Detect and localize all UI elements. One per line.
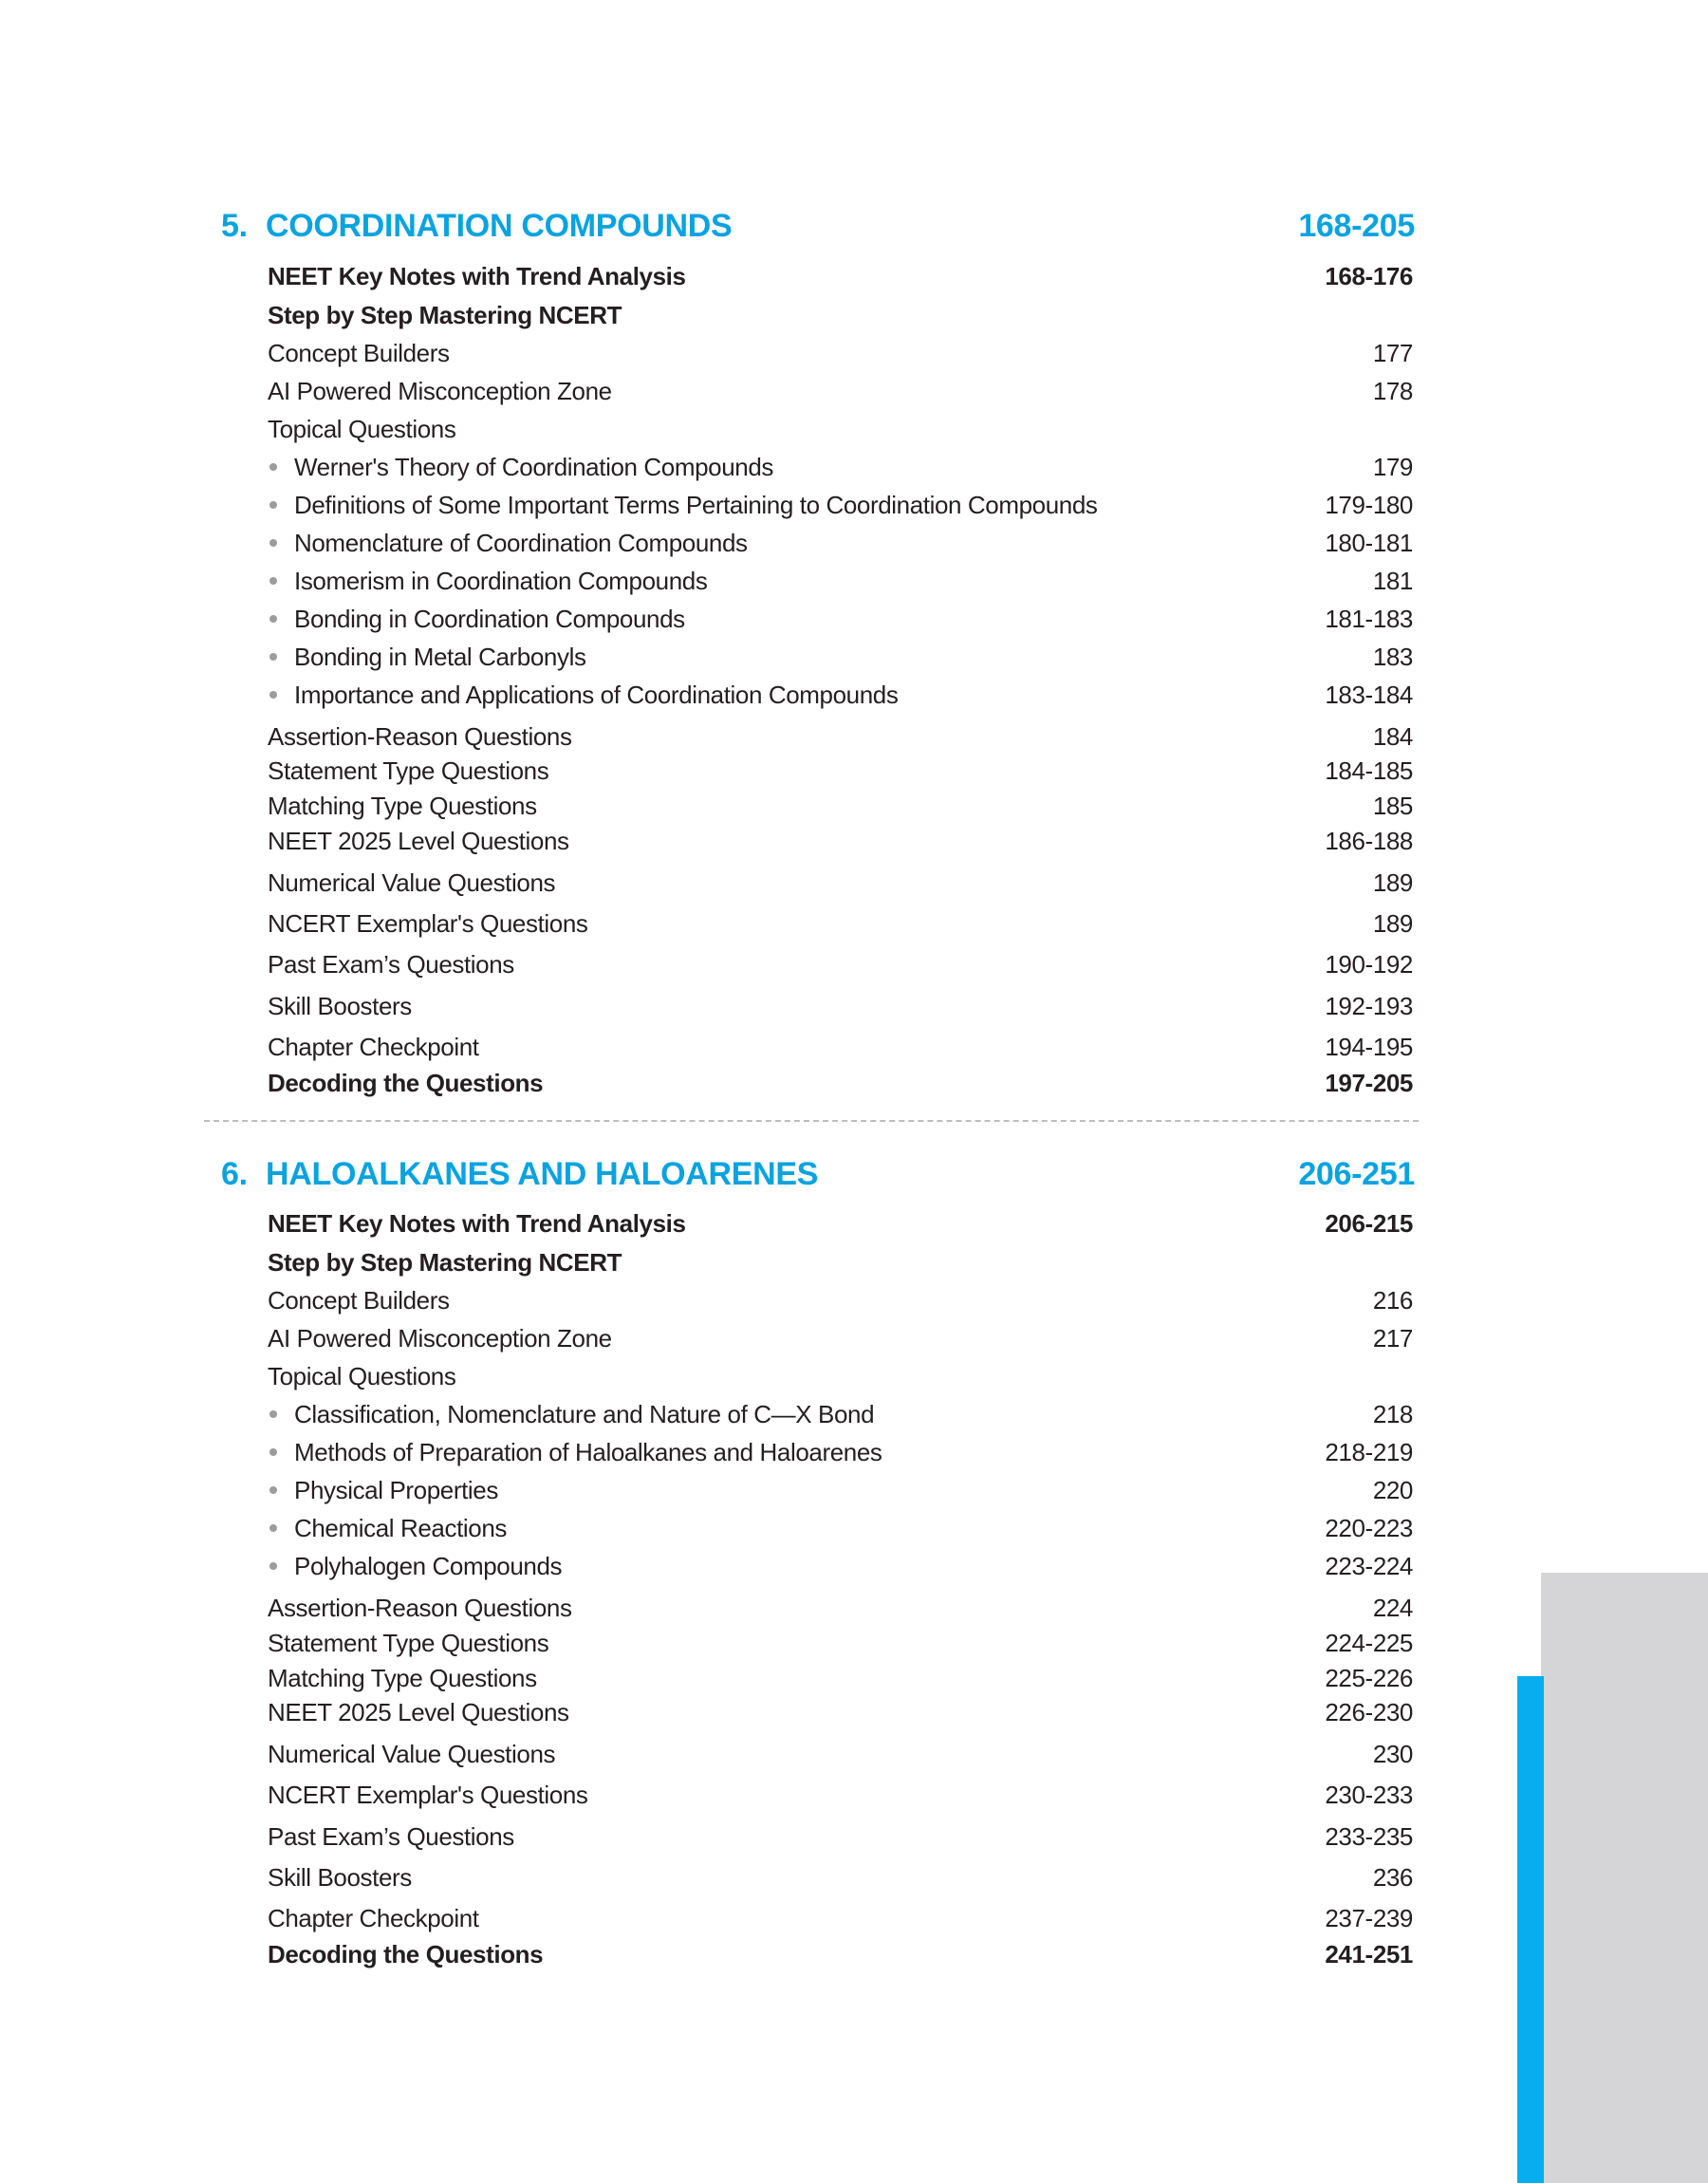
toc-entry-label: NCERT Exemplar's Questions — [268, 1780, 588, 1809]
chapter-page-range: 168-205 — [1298, 207, 1415, 244]
page-edge-tab-blue — [1517, 1676, 1544, 2183]
toc-entry-label: Skill Boosters — [268, 991, 412, 1020]
toc-entry-page: 177 — [1372, 338, 1413, 367]
toc-entry-page: 218-219 — [1325, 1437, 1413, 1466]
toc-entry-label: Topical Questions — [268, 1361, 456, 1390]
bullet-icon — [269, 501, 277, 509]
toc-entry[interactable] — [268, 374, 1413, 408]
toc-entry-page: 179-180 — [1325, 490, 1413, 519]
toc-entry-page: 183 — [1372, 642, 1413, 671]
toc-entry-page: 230 — [1372, 1739, 1413, 1768]
toc-entry-page: 218 — [1372, 1399, 1413, 1428]
chapter-page-range: 206-251 — [1298, 1155, 1415, 1192]
toc-entry-label: Decoding the Questions — [268, 1068, 544, 1097]
bullet-icon — [269, 615, 277, 623]
toc-entry-label: Matching Type Questions — [268, 1663, 537, 1692]
toc-subentry[interactable] — [268, 488, 1413, 522]
bullet-icon — [269, 653, 277, 661]
toc-entry-page: 178 — [1372, 376, 1413, 405]
toc-entry[interactable] — [268, 1778, 1413, 1812]
chapter-heading[interactable] — [221, 202, 1415, 250]
toc-entry-label: Werner's Theory of Coordination Compounds — [294, 452, 773, 481]
toc-subentry[interactable] — [268, 678, 1413, 712]
toc-subentry[interactable] — [268, 1511, 1413, 1545]
toc-entry-label: Numerical Value Questions — [268, 1739, 556, 1768]
bullet-icon — [269, 1486, 277, 1494]
toc-entry-label: Physical Properties — [294, 1475, 498, 1504]
toc-entry[interactable] — [268, 1937, 1413, 1971]
bullet-icon — [269, 463, 277, 471]
toc-entry[interactable] — [268, 1245, 1413, 1279]
toc-entry[interactable] — [268, 789, 1413, 823]
toc-subentry[interactable] — [268, 1549, 1413, 1583]
toc-entry-page: 197-205 — [1325, 1068, 1413, 1097]
toc-entry-label: Past Exam’s Questions — [268, 1821, 514, 1851]
toc-entry[interactable] — [268, 1030, 1413, 1064]
toc-entry-label: Topical Questions — [268, 414, 456, 443]
toc-subentry[interactable] — [268, 564, 1413, 598]
bullet-icon — [269, 1410, 277, 1418]
toc-entry-label: Assertion-Reason Questions — [268, 721, 572, 751]
toc-entry-page: 179 — [1372, 452, 1413, 481]
chapter-title: COORDINATION COMPOUNDS — [266, 207, 733, 244]
toc-subentry[interactable] — [268, 602, 1413, 636]
toc-entry-label: Statement Type Questions — [268, 1628, 549, 1657]
bullet-icon — [269, 1448, 277, 1456]
toc-subentry[interactable] — [268, 1397, 1413, 1431]
toc-entry-label: Concept Builders — [268, 1285, 450, 1315]
toc-entry-label: Chapter Checkpoint — [268, 1903, 479, 1932]
toc-entry-page: 225-226 — [1325, 1663, 1413, 1692]
toc-entry-label: Past Exam’s Questions — [268, 949, 514, 979]
toc-entry[interactable] — [268, 989, 1413, 1023]
toc-entry-label: AI Powered Misconception Zone — [268, 1323, 612, 1353]
toc-entry[interactable] — [268, 1283, 1413, 1317]
toc-entry-label: Nomenclature of Coordination Compounds — [294, 528, 748, 557]
toc-entry[interactable] — [268, 1695, 1413, 1729]
toc-entry[interactable] — [268, 947, 1413, 981]
toc-entry-label: Step by Step Mastering NCERT — [268, 300, 622, 329]
toc-entry-label: Statement Type Questions — [268, 756, 549, 785]
toc-entry-label: Assertion-Reason Questions — [268, 1593, 572, 1622]
toc-subentry[interactable] — [268, 450, 1413, 484]
toc-entry-page: 190-192 — [1325, 949, 1413, 979]
toc-entry-page: 192-193 — [1325, 991, 1413, 1020]
toc-entry-page: 216 — [1372, 1285, 1413, 1315]
toc-entry[interactable] — [268, 1321, 1413, 1355]
toc-entry[interactable] — [268, 412, 1413, 446]
toc-entry-page: 220 — [1372, 1475, 1413, 1504]
toc-entry[interactable] — [268, 906, 1413, 941]
toc-entry-page: 180-181 — [1325, 528, 1413, 557]
toc-entry-label: Concept Builders — [268, 338, 450, 367]
toc-entry-label: Classification, Nomenclature and Nature of C—X Bond — [294, 1399, 875, 1428]
bullet-icon — [269, 1524, 277, 1532]
toc-entry-page: 233-235 — [1325, 1821, 1413, 1851]
page-edge-tab-grey — [1541, 1573, 1708, 2183]
bullet-icon — [269, 1562, 277, 1570]
toc-entry-page: 194-195 — [1325, 1032, 1413, 1061]
toc-entry[interactable] — [268, 298, 1413, 332]
toc-entry-label: Methods of Preparation of Haloalkanes and Haloarenes — [294, 1437, 882, 1466]
chapter-number: 6. — [221, 1155, 248, 1192]
toc-subentry[interactable] — [268, 1435, 1413, 1469]
toc-entry[interactable] — [268, 1860, 1413, 1894]
chapter-title-wrap — [221, 1156, 818, 1193]
toc-subentry[interactable] — [268, 526, 1413, 560]
toc-entry-label: Chemical Reactions — [294, 1513, 508, 1542]
toc-entry-label: Isomerism in Coordination Compounds — [294, 566, 708, 595]
toc-entry[interactable] — [268, 1066, 1413, 1100]
bullet-icon — [269, 577, 277, 585]
toc-entry-page: 217 — [1372, 1323, 1413, 1353]
toc-entry-page: 226-230 — [1325, 1697, 1413, 1726]
toc-entry-label: Bonding in Coordination Compounds — [294, 604, 685, 633]
toc-entry[interactable] — [268, 866, 1413, 900]
toc-entry-page: 183-184 — [1325, 680, 1413, 709]
toc-entry-page: 237-239 — [1325, 1903, 1413, 1932]
bullet-icon — [269, 691, 277, 699]
toc-entry[interactable] — [268, 1591, 1413, 1625]
toc-entry-label: NEET 2025 Level Questions — [268, 826, 569, 855]
toc-entry-page: 186-188 — [1325, 826, 1413, 855]
toc-entry-page: 206-215 — [1325, 1208, 1413, 1238]
bullet-icon — [269, 539, 277, 547]
toc-entry[interactable] — [268, 1819, 1413, 1854]
toc-entry-label: Numerical Value Questions — [268, 868, 556, 897]
chapter-heading[interactable] — [221, 1150, 1415, 1198]
toc-entry[interactable] — [268, 336, 1413, 370]
toc-entry[interactable] — [268, 1626, 1413, 1660]
toc-entry-page: 224 — [1372, 1593, 1413, 1622]
toc-entry-page: 236 — [1372, 1862, 1413, 1892]
toc-entry-label: Importance and Applications of Coordination Compounds — [294, 680, 899, 709]
toc-entry[interactable] — [268, 259, 1413, 293]
toc-entry-page: 230-233 — [1325, 1780, 1413, 1809]
toc-entry[interactable] — [268, 719, 1413, 754]
chapter-title-wrap — [221, 208, 732, 245]
toc-entry[interactable] — [268, 1661, 1413, 1695]
toc-entry-page: 181 — [1372, 566, 1413, 595]
toc-entry[interactable] — [268, 1359, 1413, 1393]
toc-entry[interactable] — [268, 824, 1413, 858]
toc-entry-page: 223-224 — [1325, 1551, 1413, 1580]
toc-entry-label: NEET 2025 Level Questions — [268, 1697, 569, 1726]
toc-entry-label: Definitions of Some Important Terms Pertaining to Coordination Compounds — [294, 490, 1098, 519]
section-divider — [204, 1120, 1419, 1122]
toc-entry-label: AI Powered Misconception Zone — [268, 376, 612, 405]
chapter-number: 5. — [221, 207, 248, 244]
toc-entry-page: 189 — [1372, 868, 1413, 897]
toc-entry-label: Skill Boosters — [268, 1862, 412, 1892]
toc-entry[interactable] — [268, 1901, 1413, 1935]
toc-entry[interactable] — [268, 754, 1413, 788]
toc-entry-page: 168-176 — [1325, 261, 1413, 290]
toc-entry-label: NEET Key Notes with Trend Analysis — [268, 261, 686, 290]
toc-entry-label: Chapter Checkpoint — [268, 1032, 479, 1061]
toc-entry[interactable] — [268, 1206, 1413, 1241]
toc-entry[interactable] — [268, 1737, 1413, 1771]
toc-subentry[interactable] — [268, 640, 1413, 674]
toc-entry-label: Bonding in Metal Carbonyls — [294, 642, 586, 671]
toc-entry-page: 189 — [1372, 908, 1413, 938]
chapter-title: HALOALKANES AND HALOARENES — [266, 1155, 819, 1192]
toc-entry-page: 184-185 — [1325, 756, 1413, 785]
toc-entry-label: Matching Type Questions — [268, 791, 537, 820]
toc-entry-label: NEET Key Notes with Trend Analysis — [268, 1208, 686, 1238]
toc-entry-page: 220-223 — [1325, 1513, 1413, 1542]
toc-entry-page: 184 — [1372, 721, 1413, 751]
toc-entry-page: 241-251 — [1325, 1939, 1413, 1968]
toc-entry-page: 181-183 — [1325, 604, 1413, 633]
toc-entry-page: 224-225 — [1325, 1628, 1413, 1657]
toc-entry-label: Step by Step Mastering NCERT — [268, 1247, 622, 1277]
toc-entry-label: Decoding the Questions — [268, 1939, 544, 1968]
toc-entry-label: Polyhalogen Compounds — [294, 1551, 563, 1580]
toc-subentry[interactable] — [268, 1473, 1413, 1507]
toc-entry-label: NCERT Exemplar's Questions — [268, 908, 588, 938]
toc-entry-page: 185 — [1372, 791, 1413, 820]
